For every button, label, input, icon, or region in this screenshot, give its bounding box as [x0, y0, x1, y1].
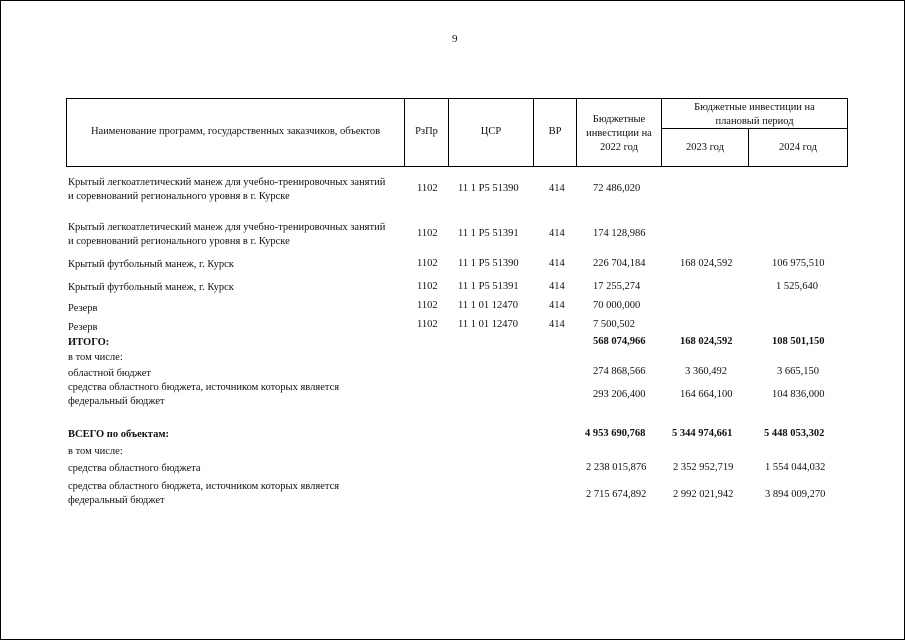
- row-csr: 11 1 P5 51390: [458, 183, 519, 194]
- header-2022: Бюджетные инвестиции на 2022 год: [586, 114, 652, 153]
- row-rzpr: 1102: [417, 228, 438, 239]
- row-vr: 414: [549, 258, 565, 269]
- itogo-including-label: в том числе:: [68, 352, 123, 363]
- itogo-oblast-2022: 274 868,566: [593, 366, 646, 377]
- vsego-oblast-label: средства областного бюджета: [68, 463, 201, 474]
- row-vr: 414: [549, 228, 565, 239]
- vsego-oblast-2023: 2 352 952,719: [673, 462, 734, 473]
- row-csr: 11 1 P5 51390: [458, 258, 519, 269]
- row-2023: 168 024,592: [680, 258, 733, 269]
- row-csr: 11 1 01 12470: [458, 319, 518, 330]
- row-name: Крытый легкоатлетический манеж для учебно-тренировочных занятий и соревнований регионального уровня в г. Курске: [68, 177, 386, 202]
- itogo-2023: 168 024,592: [680, 336, 733, 347]
- row-2022: 70 000,000: [593, 300, 641, 311]
- row-2022: 72 486,020: [593, 183, 641, 194]
- row-rzpr: 1102: [417, 281, 438, 292]
- header-name-cell: [66, 98, 405, 167]
- itogo-label: ИТОГО:: [68, 337, 110, 348]
- header-rzpr-cell: [404, 98, 449, 167]
- row-2024: 106 975,510: [772, 258, 825, 269]
- vsego-oblast-2024: 1 554 044,032: [765, 462, 826, 473]
- row-2024: 1 525,640: [776, 281, 818, 292]
- row-vr: 414: [549, 183, 565, 194]
- row-csr: 11 1 P5 51391: [458, 228, 519, 239]
- row-vr: 414: [549, 300, 565, 311]
- header-2023: 2023 год: [686, 142, 724, 153]
- header-plan-cell: [661, 98, 848, 129]
- header-vr: ВР: [548, 126, 562, 137]
- vsego-federal-2023: 2 992 021,942: [673, 489, 734, 500]
- itogo-federal-2022: 293 206,400: [593, 389, 646, 400]
- row-csr: 11 1 01 12470: [458, 300, 518, 311]
- itogo-oblast-2024: 3 665,150: [777, 366, 819, 377]
- vsego-label: ВСЕГО по объектам:: [68, 429, 169, 440]
- vsego-2024: 5 448 053,302: [764, 428, 825, 439]
- row-csr: 11 1 P5 51391: [458, 281, 519, 292]
- itogo-2024: 108 501,150: [772, 336, 825, 347]
- header-2023-cell: [661, 128, 749, 167]
- header-rzpr: РзПр: [415, 126, 438, 137]
- vsego-federal-2022: 2 715 674,892: [586, 489, 647, 500]
- row-2022: 174 128,986: [593, 228, 646, 239]
- row-2022: 226 704,184: [593, 258, 646, 269]
- row-name: Крытый футбольный манеж, г. Курск: [68, 259, 234, 270]
- page-number: 9: [452, 33, 458, 45]
- row-rzpr: 1102: [417, 300, 438, 311]
- header-2024: 2024 год: [779, 142, 817, 153]
- row-vr: 414: [549, 319, 565, 330]
- row-name: Крытый легкоатлетический манеж для учебно-тренировочных занятий и соревнований регионального уровня в г. Курске: [68, 222, 386, 247]
- header-plan: Бюджетные инвестиции на плановый период: [694, 102, 815, 127]
- header-2024-cell: [748, 128, 848, 167]
- row-rzpr: 1102: [417, 258, 438, 269]
- row-rzpr: 1102: [417, 319, 438, 330]
- itogo-federal-label: средства областного бюджета, источником которых является федеральный бюджет: [68, 382, 340, 407]
- header-csr: ЦСР: [480, 126, 502, 137]
- vsego-oblast-2022: 2 238 015,876: [586, 462, 647, 473]
- vsego-federal-label: средства областного бюджета, источником которых является федеральный бюджет: [68, 481, 340, 506]
- itogo-federal-2023: 164 664,100: [680, 389, 733, 400]
- row-name: Резерв: [68, 303, 98, 314]
- itogo-federal-2024: 104 836,000: [772, 389, 825, 400]
- vsego-2022: 4 953 690,768: [585, 428, 646, 439]
- row-2022: 7 500,502: [593, 319, 635, 330]
- itogo-2022: 568 074,966: [593, 336, 646, 347]
- header-name: Наименование программ, государственных заказчиков, объектов: [90, 126, 381, 137]
- row-2022: 17 255,274: [593, 281, 641, 292]
- vsego-including-label: в том числе:: [68, 446, 123, 457]
- row-name: Крытый футбольный манеж, г. Курск: [68, 282, 234, 293]
- vsego-federal-2024: 3 894 009,270: [765, 489, 826, 500]
- vsego-2023: 5 344 974,661: [672, 428, 733, 439]
- header-vr-cell: [533, 98, 577, 167]
- row-rzpr: 1102: [417, 183, 438, 194]
- row-name: Резерв: [68, 322, 98, 333]
- itogo-oblast-label: областной бюджет: [68, 368, 151, 379]
- header-2022-cell: [576, 98, 662, 167]
- row-vr: 414: [549, 281, 565, 292]
- header-csr-cell: [448, 98, 534, 167]
- itogo-oblast-2023: 3 360,492: [685, 366, 727, 377]
